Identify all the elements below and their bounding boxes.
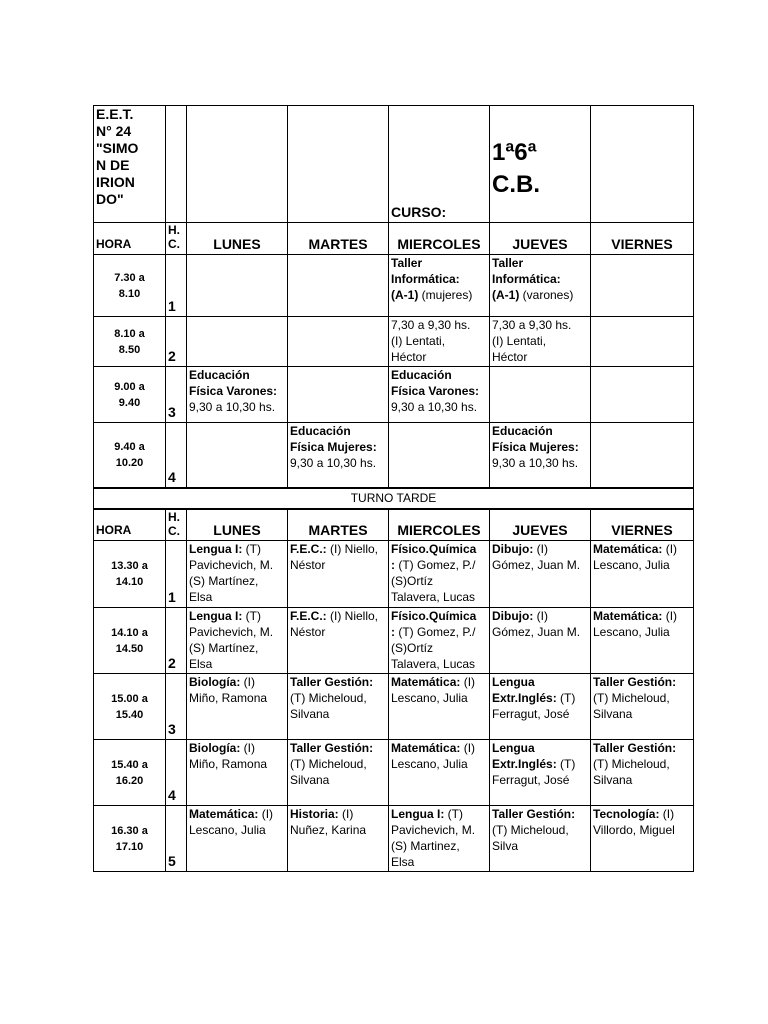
cell-text: Villordo, Miguel (593, 823, 675, 837)
cell-text: Elsa (391, 855, 415, 869)
cell-text: 9,30 a 10,30 hs. (290, 456, 377, 470)
cell-text: Silvana (290, 773, 330, 787)
cell-text: (T) (242, 542, 261, 556)
schedule-cell-miercoles (389, 541, 490, 608)
schedule-cell-lunes (187, 740, 288, 806)
subject-name: Informática: (391, 272, 460, 286)
cell-text: Silvana (593, 773, 633, 787)
empty-cell (288, 106, 389, 223)
schedule-cell-jueves (490, 423, 591, 488)
day-header-miercoles: MIERCOLES (389, 223, 490, 255)
hc-number: 5 (166, 806, 187, 872)
subject-name: Matemática: (593, 542, 663, 556)
period-row (94, 541, 694, 608)
schedule-cell-viernes (591, 806, 694, 872)
cell-text: (T) (556, 757, 576, 771)
cell-text: Elsa (189, 590, 213, 604)
schedule-cell-miercoles (389, 255, 490, 317)
hora-header: HORA (94, 223, 166, 255)
subject-name: Educación (391, 368, 452, 382)
schedule-cell-jueves (490, 740, 591, 806)
cell-text: Pavichevich, M. (189, 625, 274, 639)
cell-text: Gómez, Juan M. (492, 625, 581, 639)
schedule-cell-viernes (591, 674, 694, 740)
subject-name: Física Varones: (391, 384, 480, 398)
time-line: 14.10 (115, 576, 144, 588)
cell-text: Miño, Ramona (189, 691, 268, 705)
subject-name: Dibujo: (492, 542, 534, 556)
course-name-line: 1ª6ª (492, 139, 537, 166)
day-header-viernes: VIERNES (591, 509, 694, 541)
period-row (94, 317, 694, 367)
cell-text: Talavera, Lucas (391, 590, 476, 604)
cell-text: Miño, Ramona (189, 757, 268, 771)
cell-text: (I) (460, 741, 476, 755)
subject-name: Lengua I: (391, 807, 445, 821)
subject-name: Físico.Química (391, 542, 477, 556)
cell-text: (T) (444, 807, 463, 821)
hc-header-line: H. (168, 223, 180, 237)
time-slot (94, 608, 166, 674)
cell-text: Lescano, Julia (189, 823, 266, 837)
hc-number: 1 (166, 541, 187, 608)
cell-text: 9,30 a 10,30 hs. (189, 400, 276, 414)
subject-name: Lengua I: (189, 542, 243, 556)
subject-name: Físico.Química (391, 609, 477, 623)
cell-text: (I) (533, 542, 548, 556)
cell-text: Talavera, Lucas (391, 657, 476, 671)
subject-name: : (391, 558, 395, 572)
schedule-cell-lunes (187, 255, 288, 317)
cell-text: (I) (240, 675, 255, 689)
cell-text: Héctor (391, 350, 427, 364)
cell-text: (I) (533, 609, 548, 623)
title-row (94, 106, 694, 223)
time-line: 8.10 (118, 287, 141, 300)
period-row (94, 255, 694, 317)
course-name (490, 106, 591, 223)
day-header-viernes: VIERNES (591, 223, 694, 255)
time-slot (94, 423, 166, 488)
subject-name: Taller Gestión: (492, 807, 576, 821)
subject-name: : (391, 625, 395, 639)
day-header-miercoles: MIERCOLES (389, 509, 490, 541)
cell-text: (S) Martínez, (189, 641, 259, 655)
schedule-cell-viernes (591, 608, 694, 674)
cell-text: (T) Micheloud, (290, 757, 367, 771)
schedule-cell-jueves (490, 674, 591, 740)
cell-text: Lescano, Julia (391, 691, 468, 705)
schedule-cell-miercoles (389, 367, 490, 423)
cell-text: Néstor (290, 558, 326, 572)
time-line: 14.50 (115, 642, 144, 655)
schedule-cell-viernes (591, 541, 694, 608)
subject-name: F.E.C.: (290, 609, 327, 623)
subject-name: Taller Gestión: (290, 741, 374, 755)
cell-text: (varones) (519, 288, 574, 302)
subject-name: Física Mujeres: (290, 440, 377, 454)
cell-text: 9,30 a 10,30 hs. (492, 456, 579, 470)
time-line: 13.30 a (111, 560, 148, 572)
school-name-line: IRION (96, 174, 135, 190)
period-row (94, 806, 694, 872)
subject-name: Lengua I: (189, 609, 243, 623)
time-line: 8.10 a (114, 327, 145, 340)
cell-text: (T) (556, 691, 576, 705)
schedule-cell-jueves (490, 255, 591, 317)
cell-text: Ferragut, José (492, 773, 570, 787)
cell-text: (T) Gomez, P./ (395, 558, 476, 572)
cell-text: Pavichevich, M. (391, 823, 476, 837)
cell-text: 7,30 a 9,30 hs. (492, 318, 572, 332)
column-header-row (94, 223, 694, 255)
cell-text: (I) Niello, (326, 609, 379, 623)
cell-text: (I) (240, 741, 255, 755)
empty-cell (187, 106, 288, 223)
schedule-cell-lunes (187, 608, 288, 674)
schedule-cell-viernes (591, 423, 694, 488)
time-slot (94, 674, 166, 740)
cell-text: (I) (460, 675, 476, 689)
cell-text: Lescano, Julia (593, 558, 670, 572)
subject-name: Biología: (189, 741, 241, 755)
cell-text: (T) Micheloud, (492, 823, 569, 837)
hc-header-line: H. (168, 509, 180, 524)
subject-name: Lengua (492, 675, 535, 689)
day-header-lunes: LUNES (187, 223, 288, 255)
subject-name: Tecnología: (593, 807, 660, 821)
subject-name: Física Varones: (189, 384, 278, 398)
time-line: 15.40 (115, 708, 144, 721)
school-name-line: N° 24 (96, 123, 132, 139)
cell-text: Gómez, Juan M. (492, 558, 581, 572)
time-slot (94, 740, 166, 806)
hc-number: 4 (166, 740, 187, 806)
schedule-cell-miercoles (389, 674, 490, 740)
schedule-cell-lunes (187, 674, 288, 740)
cell-text: (I) (338, 807, 354, 821)
schedule-cell-martes (288, 740, 389, 806)
day-header-martes: MARTES (288, 509, 389, 541)
school-name-line: "SIMO (96, 140, 139, 156)
schedule-cell-jueves (490, 608, 591, 674)
time-line: 15.00 a (111, 692, 148, 705)
time-line: 15.40 a (111, 758, 148, 771)
subject-name: Matemática: (593, 609, 663, 623)
hora-header: HORA (94, 509, 166, 541)
subject-name: Taller (492, 256, 524, 270)
subject-name: (A-1) (391, 288, 419, 302)
curso-label: CURSO: (389, 106, 490, 223)
school-name-line: DO" (96, 191, 124, 207)
schedule-cell-martes (288, 367, 389, 423)
cell-text: Héctor (492, 350, 528, 364)
cell-text: (S)Ortíz (391, 574, 433, 588)
hc-header (166, 509, 187, 541)
turno-tarde-label: TURNO TARDE (94, 488, 694, 509)
subject-name: Lengua (492, 741, 535, 755)
subject-name: Informática: (492, 272, 561, 286)
schedule-cell-martes (288, 674, 389, 740)
course-name-line: C.B. (492, 171, 540, 198)
subject-name: Educación (290, 424, 351, 438)
schedule-cell-martes (288, 317, 389, 367)
cell-text: (T) Micheloud, (290, 691, 367, 705)
day-header-jueves: JUEVES (490, 223, 591, 255)
time-slot (94, 255, 166, 317)
schedule-cell-lunes (187, 367, 288, 423)
time-line: 7.30 a (114, 271, 145, 284)
subject-name: Taller (391, 256, 423, 270)
subject-name: Taller Gestión: (593, 675, 677, 689)
subject-name: Matemática: (391, 675, 461, 689)
schedule-cell-jueves (490, 317, 591, 367)
subject-name: Taller Gestión: (290, 675, 374, 689)
subject-name: Extr.Inglés: (492, 757, 557, 771)
subject-name: Extr.Inglés: (492, 691, 557, 705)
day-header-jueves: JUEVES (490, 509, 591, 541)
schedule-cell-jueves (490, 541, 591, 608)
time-slot (94, 317, 166, 367)
schedule-cell-martes (288, 806, 389, 872)
cell-text: (T) (242, 609, 261, 623)
hc-header-line: C. (168, 523, 180, 538)
cell-text: Nuñez, Karina (290, 823, 367, 837)
time-line: 10.20 (115, 456, 144, 469)
schedule-cell-lunes (187, 541, 288, 608)
subject-name: Historia: (290, 807, 339, 821)
period-row (94, 740, 694, 806)
cell-text: (T) Micheloud, (593, 691, 670, 705)
cell-text: (I) (662, 542, 678, 556)
cell-text: (I) (659, 807, 675, 821)
school-name-line: E.E.T. (96, 106, 134, 122)
schedule-cell-martes (288, 255, 389, 317)
cell-text: Lescano, Julia (391, 757, 468, 771)
hc-number: 3 (166, 674, 187, 740)
cell-text: Ferragut, José (492, 707, 570, 721)
time-line: 16.30 a (111, 824, 148, 837)
schedule-cell-martes (288, 608, 389, 674)
cell-text: 7,30 a 9,30 hs. (391, 318, 471, 332)
hc-number: 1 (166, 255, 187, 317)
subject-name: Matemática: (391, 741, 461, 755)
schedule-cell-jueves (490, 367, 591, 423)
time-line: 8.50 (118, 343, 141, 356)
time-line: 16.20 (115, 774, 144, 787)
cell-text: Pavichevich, M. (189, 558, 274, 572)
day-header-lunes: LUNES (187, 509, 288, 541)
time-slot (94, 806, 166, 872)
empty-cell (591, 106, 694, 223)
schedule-cell-lunes (187, 806, 288, 872)
schedule-cell-viernes (591, 740, 694, 806)
time-line: 9.40 (118, 396, 141, 409)
schedule-cell-viernes (591, 255, 694, 317)
period-row (94, 608, 694, 674)
period-row (94, 674, 694, 740)
schedule-cell-miercoles (389, 317, 490, 367)
cell-text: 9,30 a 10,30 hs. (391, 400, 478, 414)
time-line: 17.10 (115, 840, 144, 853)
subject-name: Dibujo: (492, 609, 534, 623)
cell-text: Silvana (290, 707, 330, 721)
time-slot (94, 367, 166, 423)
hc-header-line: C. (168, 237, 180, 251)
time-line: 14.10 a (111, 626, 148, 639)
hc-number: 3 (166, 367, 187, 423)
subject-name: Matemática: (189, 807, 259, 821)
period-row (94, 367, 694, 423)
time-line: 9.40 a (114, 440, 145, 453)
column-header-row (94, 509, 694, 541)
time-line: 9.00 a (114, 380, 145, 393)
cell-text: (S)Ortíz (391, 641, 433, 655)
subject-name: Educación (189, 368, 250, 382)
cell-text: (I) (662, 609, 678, 623)
hc-number: 2 (166, 317, 187, 367)
cell-text: (T) Gomez, P./ (395, 625, 476, 639)
subject-name: Taller Gestión: (593, 741, 677, 755)
cell-text: Silva (492, 839, 519, 853)
subject-name: (A-1) (492, 288, 520, 302)
hc-number: 2 (166, 608, 187, 674)
day-header-martes: MARTES (288, 223, 389, 255)
cell-text: (I) Niello, (326, 542, 379, 556)
schedule-cell-jueves (490, 806, 591, 872)
subject-name: Física Mujeres: (492, 440, 579, 454)
cell-text: (T) Micheloud, (593, 757, 670, 771)
schedule-table (93, 105, 694, 872)
subject-name: Educación (492, 424, 553, 438)
schedule-cell-martes (288, 423, 389, 488)
schedule-cell-miercoles (389, 806, 490, 872)
schedule-cell-lunes (187, 317, 288, 367)
schedule-cell-miercoles (389, 608, 490, 674)
schedule-cell-martes (288, 541, 389, 608)
cell-text: Lescano, Julia (593, 625, 670, 639)
cell-text: (I) (258, 807, 274, 821)
cell-text: (S) Martinez, (391, 839, 460, 853)
cell-text: (mujeres) (418, 288, 473, 302)
turno-tarde-row (94, 488, 694, 509)
period-row (94, 423, 694, 488)
cell-text: (I) Lentati, (492, 334, 547, 348)
time-slot (94, 541, 166, 608)
hc-number: 4 (166, 423, 187, 488)
subject-name: Biología: (189, 675, 241, 689)
cell-text: Néstor (290, 625, 326, 639)
cell-text: Elsa (189, 657, 213, 671)
cell-text: Silvana (593, 707, 633, 721)
empty-cell (166, 106, 187, 223)
cell-text: (I) Lentati, (391, 334, 446, 348)
schedule-cell-viernes (591, 317, 694, 367)
schedule-cell-viernes (591, 367, 694, 423)
hc-header (166, 223, 187, 255)
cell-text: (S) Martínez, (189, 574, 259, 588)
schedule-cell-lunes (187, 423, 288, 488)
subject-name: F.E.C.: (290, 542, 327, 556)
schedule-cell-miercoles (389, 423, 490, 488)
school-name-line: N DE (96, 157, 130, 173)
schedule-cell-miercoles (389, 740, 490, 806)
school-name (94, 106, 166, 223)
